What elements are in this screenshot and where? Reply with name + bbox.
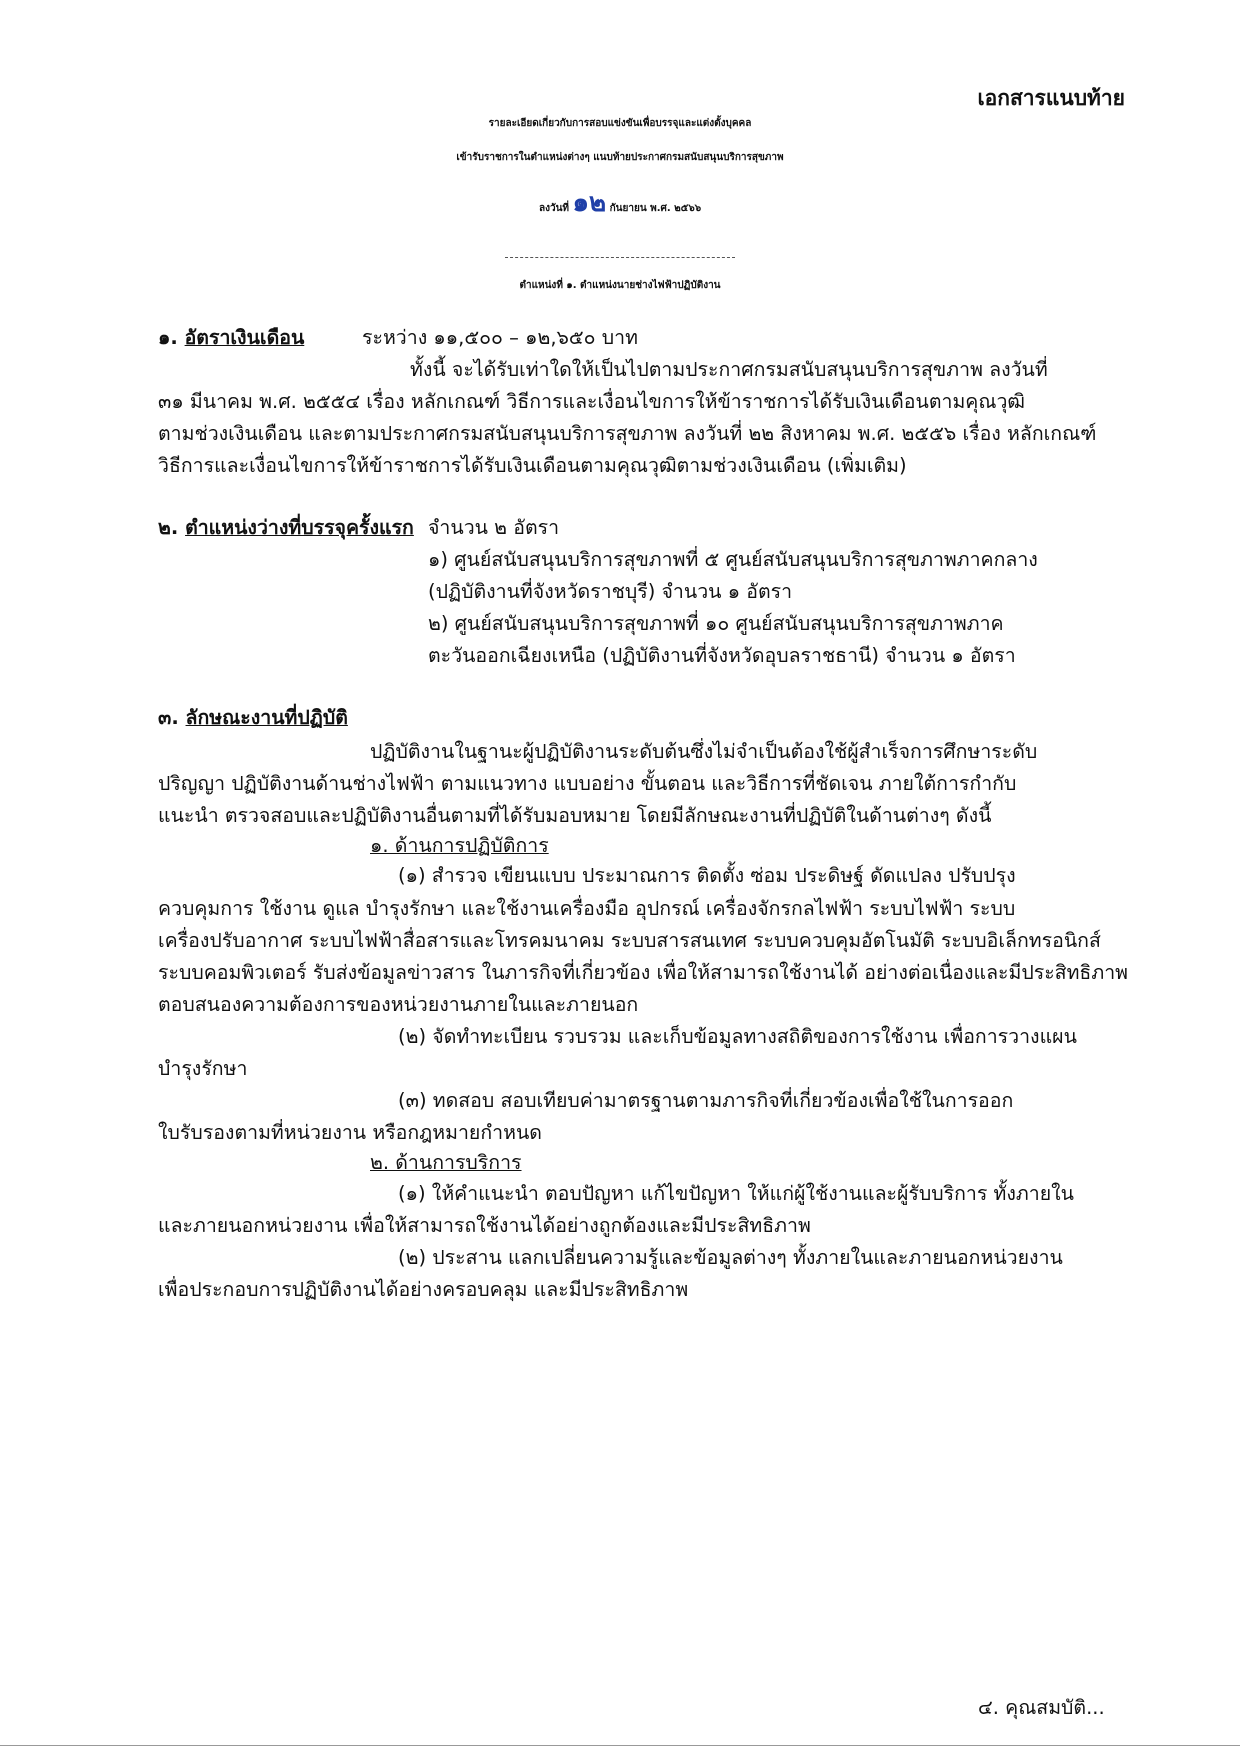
section3-intro-2: ปริญญา ปฏิบัติงานด้านช่างไฟฟ้า ตามแนวทาง แบบอย่าง ขั้นตอน และวิธีการที่ชัดเจน ภายใต้การกำกับ [158, 772, 1017, 795]
salary-range: ระหว่าง ๑๑,๕๐๐ – ๑๒,๖๕๐ บาท [362, 326, 638, 349]
sub2-item2-line-1: (๒) ประสาน แลกเปลี่ยนความรู้และข้อมูลต่างๆ ทั้งภายในและภายนอกหน่วยงาน [398, 1246, 1063, 1269]
date-day: ๑๒ [572, 188, 607, 218]
section1-line-4: วิธีการและเงื่อนไขการให้ข้าราชการได้รับเงินเดือนตามคุณวุฒิตามช่วงเงินเดือน (เพิ่มเติม) [158, 454, 907, 477]
next-page-note: ๔. คุณสมบัติ... [978, 1696, 1105, 1719]
section3-intro-3: แนะนำ ตรวจสอบและปฏิบัติงานอื่นตามที่ได้รับมอบหมาย โดยมีลักษณะงานที่ปฏิบัติในด้านต่างๆ ดังนี้ [158, 804, 992, 827]
sub1-heading: ๑. ด้านการปฏิบัติการ [370, 834, 549, 857]
section3-heading [158, 702, 348, 733]
vacancy-count: จำนวน ๒ อัตรา [428, 516, 560, 539]
sub1-item2-line-1: (๒) จัดทำทะเบียน รวบรวม และเก็บข้อมูลทางสถิติของการใช้งาน เพื่อการวางแผน [398, 1025, 1077, 1048]
sub1-item1-line-2: ควบคุมการ ใช้งาน ดูแล บำรุงรักษา และใช้งานเครื่องมือ อุปกรณ์ เครื่องจักรกลไฟฟ้า ระบบไฟฟ้า ระบบ [158, 897, 1016, 920]
section1-heading [158, 322, 304, 353]
section2-number: ๒. [158, 516, 179, 539]
section1-line-1: ทั้งนี้ จะได้รับเท่าใดให้เป็นไปตามประกาศกรมสนับสนุนบริการสุขภาพ ลงวันที่ [410, 358, 1048, 381]
title-line-1: รายละเอียดเกี่ยวกับการสอบแข่งขันเพื่อบรรจุและแต่งตั้งบุคคล [488, 118, 752, 129]
section2-title: ตำแหน่งว่างที่บรรจุครั้งแรก [185, 516, 414, 539]
section1-line-2: ๓๑ มีนาคม พ.ศ. ๒๕๕๔ เรื่อง หลักเกณฑ์ วิธีการและเงื่อนไขการให้ข้าราชการได้รับเงินเดือนตามคุณวุฒิ [158, 390, 1026, 413]
sub1-item2-line-2: บำรุงรักษา [158, 1057, 248, 1080]
section3-intro-1: ปฏิบัติงานในฐานะผู้ปฏิบัติงานระดับต้นซึ่งไม่จำเป็นต้องใช้ผู้สำเร็จการศึกษาระดับ [370, 740, 1038, 763]
page-bottom-line [0, 1745, 1240, 1746]
sub1-item1-line-5: ตอบสนองความต้องการของหน่วยงานภายในและภายนอก [158, 993, 639, 1016]
attachment-label: เอกสารแนบท้าย [977, 86, 1125, 110]
sub1-item1-line-3: เครื่องปรับอากาศ ระบบไฟฟ้าสื่อสารและโทรคมนาคม ระบบสารสนเทศ ระบบควบคุมอัตโนมัติ ระบบอิเล็กทรอนิกส์ [158, 929, 1101, 952]
sub1-item1-line-4: ระบบคอมพิวเตอร์ รับส่งข้อมูลข่าวสาร ในภารกิจที่เกี่ยวข้อง เพื่อให้สามารถใช้งานได้ อย่างต่อเนื่องและมีประสิทธิภาพ [158, 961, 1128, 984]
date-prefix: ลงวันที่ [538, 203, 569, 214]
position-title: ตำแหน่งที่ ๑. ตำแหน่งนายช่างไฟฟ้าปฏิบัติงาน [519, 280, 721, 291]
section1-title: อัตราเงินเดือน [184, 326, 305, 349]
section2-line-4: ตะวันออกเฉียงเหนือ (ปฏิบัติงานที่จังหวัดอุบลราชธานี) จำนวน ๑ อัตรา [428, 644, 1016, 667]
sub2-item2-line-2: เพื่อประกอบการปฏิบัติงานได้อย่างครอบคลุม และมีประสิทธิภาพ [158, 1278, 689, 1301]
sub2-heading: ๒. ด้านการบริการ [370, 1151, 522, 1174]
sub1-item1-line-1: (๑) สำรวจ เขียนแบบ ประมาณการ ติดตั้ง ซ่อม ประดิษฐ์ ดัดแปลง ปรับปรุง [398, 864, 1016, 887]
sub1-item3-line-1: (๓) ทดสอบ สอบเทียบค่ามาตรฐานตามภารกิจที่เกี่ยวข้องเพื่อใช้ในการออก [398, 1089, 1014, 1112]
section3-title: ลักษณะงานที่ปฏิบัติ [185, 706, 348, 729]
divider [505, 257, 735, 258]
sub2-item1-line-2: และภายนอกหน่วยงาน เพื่อให้สามารถใช้งานได้อย่างถูกต้องและมีประสิทธิภาพ [158, 1214, 811, 1237]
section2-line-2: (ปฏิบัติงานที่จังหวัดราชบุรี) จำนวน ๑ อัตรา [428, 580, 793, 603]
section1-number: ๑. [158, 326, 178, 349]
date-line [0, 182, 1240, 223]
section2-line-3: ๒) ศูนย์สนับสนุนบริการสุขภาพที่ ๑๐ ศูนย์สนับสนุนบริการสุขภาพภาค [428, 612, 1004, 635]
title-line-2: เข้ารับราชการในตำแหน่งต่างๆ แนบท้ายประกาศกรมสนับสนุนบริการสุขภาพ [456, 152, 784, 163]
date-suffix: กันยายน พ.ศ. ๒๕๖๖ [609, 203, 702, 214]
section1-line-3: ตามช่วงเงินเดือน และตามประกาศกรมสนับสนุนบริการสุขภาพ ลงวันที่ ๒๒ สิงหาคม พ.ศ. ๒๕๕๖ เรื่อง หลักเกณฑ์ [158, 422, 1097, 445]
section3-number: ๓. [158, 706, 179, 729]
sub2-item1-line-1: (๑) ให้คำแนะนำ ตอบปัญหา แก้ไขปัญหา ให้แก่ผู้ใช้งานและผู้รับบริการ ทั้งภายใน [398, 1182, 1075, 1205]
sub1-item3-line-2: ใบรับรองตามที่หน่วยงาน หรือกฎหมายกำหนด [158, 1121, 542, 1144]
section2-heading [158, 512, 414, 543]
section2-line-1: ๑) ศูนย์สนับสนุนบริการสุขภาพที่ ๕ ศูนย์สนับสนุนบริการสุขภาพภาคกลาง [428, 548, 1038, 571]
